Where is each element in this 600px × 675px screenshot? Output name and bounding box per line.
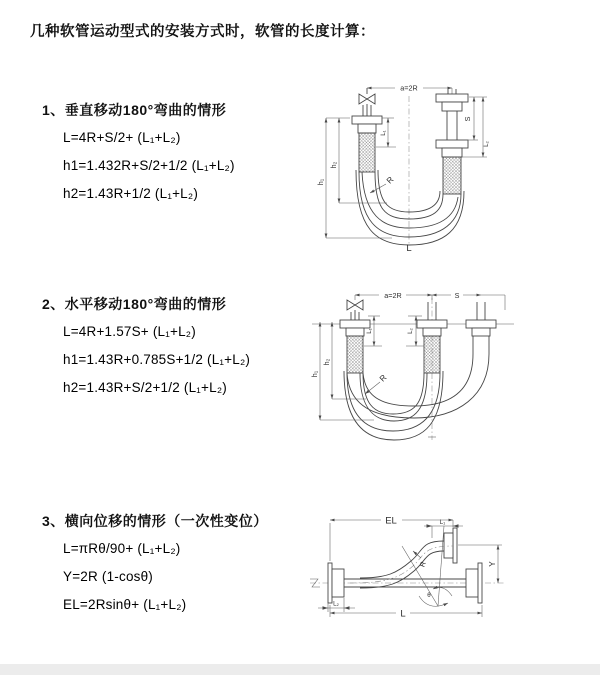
radius-callout [370,175,396,193]
formula-L: L=πRθ/90+ (L₁+L₂) [63,541,181,556]
right-pipe-end [436,89,468,194]
section-2 [42,290,250,402]
dim-h1 [310,322,374,420]
dim-a-2r [355,291,432,301]
dim-l2 [318,598,355,612]
section-1-heading: 1、垂直移动180°弯曲的情形 [42,102,227,118]
label-s: S [454,290,460,300]
label-r: R [377,372,389,384]
formula-h1: h1=1.432R+S/2+1/2 (L₁+L₂) [63,158,235,173]
hose-u-curves [344,354,489,440]
dim-s [432,291,505,311]
diagram-lateral-offset-s-bend [305,505,600,655]
label-h2: h₂ [329,161,338,169]
s-curve-hose [350,541,453,588]
formula-Y: Y=2R (1-cosθ) [63,569,154,584]
label-l-bottom: L [406,243,412,254]
formula-EL: EL=2Rsinθ+ (L₁+L₂) [63,597,187,612]
formula-L: L=4R+S/2+ (L₁+L₂) [63,130,181,145]
label-h2: h₂ [322,358,331,366]
dim-a-2r [367,83,452,94]
section-3 [42,507,268,619]
label-y: Y [488,561,497,567]
label-r: R [417,560,428,569]
label-h1: h₁ [316,178,325,186]
label-a-2r: a=2R [400,83,418,93]
section-1 [42,96,235,208]
diagram-vertical-travel-u-bend [312,72,592,257]
label-s: S [463,116,472,122]
dim-l [330,605,482,620]
label-l-bottom: L [400,608,406,620]
upper-right-flange [444,528,457,563]
section-3-heading: 3、横向位移的情形（一次性变位） [42,513,268,529]
label-l1: L₁ [366,328,373,334]
label-l1: L₁ [380,130,387,136]
label-a-2r: a=2R [384,290,402,300]
valve-icon [359,88,375,116]
diagram-horizontal-travel-u-bend [308,282,600,454]
label-h1: h₁ [310,370,319,378]
formula-h2: h2=1.43R+S/2+1/2 (L₁+L₂) [63,380,227,395]
left-pipe-end [340,312,370,373]
section-2-heading: 2、水平移动180°弯曲的情形 [42,296,227,312]
valve-icon [347,300,363,320]
formula-h2: h2=1.43R+1/2 (L₁+L₂) [63,186,199,201]
label-theta: θ [427,592,431,599]
formula-L: L=4R+1.57S+ (L₁+L₂) [63,324,196,339]
label-r: R [384,174,396,186]
formula-h1: h1=1.43R+0.785S+1/2 (L₁+L₂) [63,352,251,367]
label-l2: L₂ [483,141,490,147]
radius-callout [365,373,389,394]
label-l2: L₂ [407,328,414,334]
radius-callout [413,551,428,568]
lower-right-flange [466,563,482,603]
dim-el [330,515,453,561]
label-el: EL [385,515,397,527]
label-l2: L₂ [333,600,339,608]
left-flange [328,563,344,603]
right-pipe-end [466,302,496,354]
label-l1: L₁ [439,519,446,526]
page-title: 几种软管运动型式的安装方式时，软管的长度计算： [30,24,375,40]
page-edge-band [0,664,600,675]
